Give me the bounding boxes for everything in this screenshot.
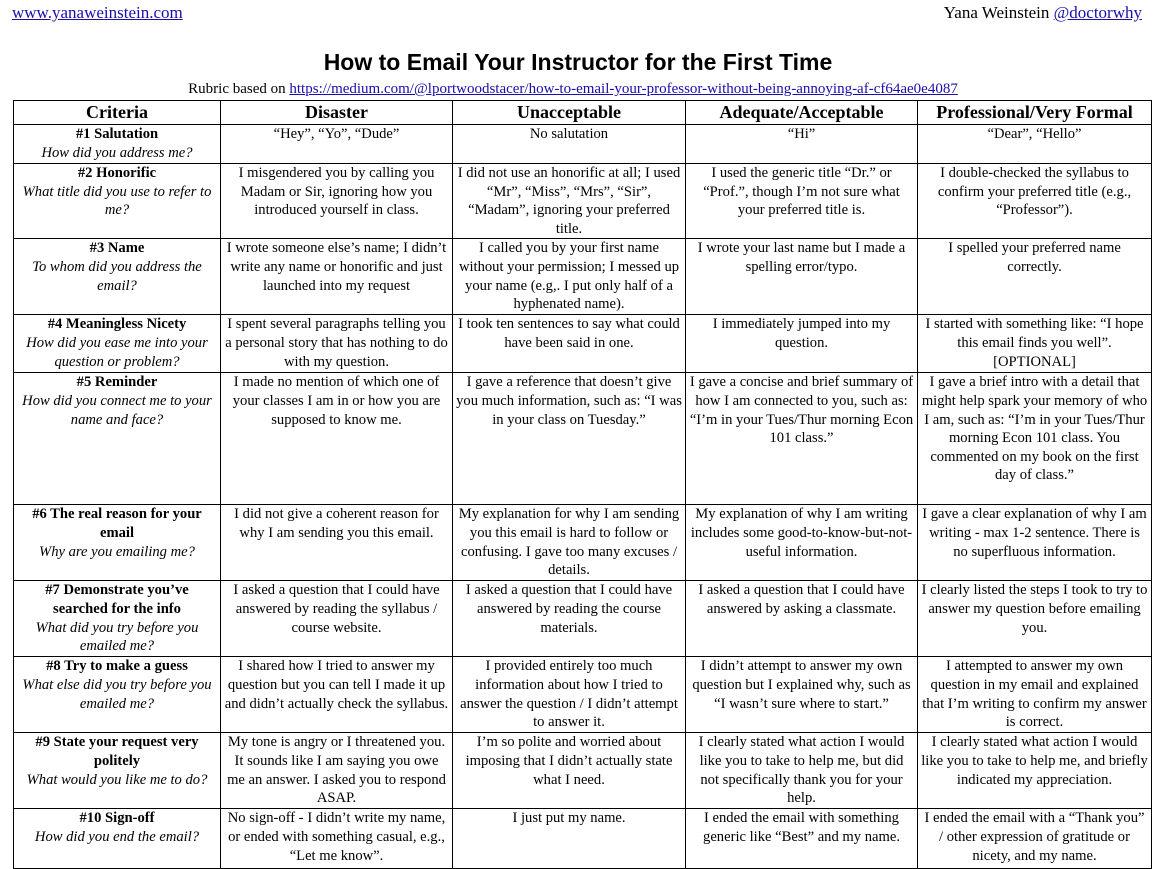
table-row	[14, 239, 1152, 315]
disaster-cell: I asked a question that I could have answered by reading the syllabus / course website.	[221, 581, 453, 657]
criterion-title: #5 Reminder	[76, 374, 158, 391]
criterion-question: How did you connect me to your name and face?	[22, 392, 212, 428]
criterion-title: #1 Salutation	[75, 126, 159, 142]
column-header-unacceptable: Unacceptable	[453, 101, 686, 125]
criterion-question: What did you try before you emailed me?	[35, 619, 199, 655]
professional-cell: I ended the email with a “Thank you” / other expression of gratitude or nicety, and my name.	[918, 809, 1152, 869]
criterion-cell	[14, 581, 221, 657]
criterion-title: #7 Demonstrate you’ve searched for the info	[45, 582, 189, 617]
table-row	[14, 657, 1152, 733]
criterion-title: #8 Try to make a guess	[46, 658, 188, 675]
column-header-criteria: Criteria	[14, 101, 221, 125]
table-row	[14, 315, 1152, 373]
criterion-question: To whom did you address the email?	[32, 258, 202, 294]
unacceptable-cell: No salutation	[453, 125, 686, 164]
unacceptable-cell: I called you by your first name without your permission; I messed up your name (e.g,. I put only half of a hyphenated name).	[453, 239, 686, 315]
adequate-cell: I gave a concise and brief summary of how I am connected to you, such as: “I’m in your Tues/Thur morning Econ 101 class.”	[686, 373, 918, 505]
page-title: How to Email Your Instructor for the First Time	[323, 49, 833, 75]
criterion-cell	[14, 125, 221, 164]
unacceptable-cell: I just put my name.	[453, 809, 686, 869]
unacceptable-cell: My explanation for why I am sending you this email is hard to follow or confusing. I gave too many excuses / details.	[453, 505, 686, 581]
unacceptable-cell: I did not use an honorific at all; I used “Mr”, “Miss”, “Mrs”, “Sir”, “Madam”, ignoring your preferred title.	[453, 164, 686, 239]
site-link[interactable]: www.yanaweinstein.com	[12, 3, 183, 22]
unacceptable-cell: I took ten sentences to say what could have been said in one.	[453, 315, 686, 373]
adequate-cell: I used the generic title “Dr.” or “Prof.”, though I’m not sure what your preferred title is.	[686, 164, 918, 239]
criterion-title: #2 Honorific	[77, 165, 157, 181]
criterion-title: #9 State your request very politely	[35, 734, 199, 769]
table-row	[14, 373, 1152, 505]
disaster-cell: I wrote someone else’s name; I didn’t write any name or honorific and just launched into my request	[221, 239, 453, 315]
criterion-title: #4 Meaningless Nicety	[47, 316, 187, 333]
rubric-table	[13, 100, 1152, 869]
rubric-source	[0, 81, 1146, 98]
table-row	[14, 809, 1152, 869]
criterion-question: Why are you emailing me?	[39, 543, 195, 560]
criterion-cell	[14, 373, 221, 505]
adequate-cell: I wrote your last name but I made a spelling error/typo.	[686, 239, 918, 315]
rubric-prefix: Rubric based on	[188, 81, 286, 97]
adequate-cell: I didn’t attempt to answer my own question but I explained why, such as “I wasn’t sure where to start.”	[686, 657, 918, 733]
author-handle-link[interactable]: @doctorwhy	[1053, 3, 1142, 22]
criterion-question: How did you end the email?	[34, 828, 200, 845]
professional-cell: I gave a clear explanation of why I am writing - max 1-2 sentence. There is no superfluous information.	[918, 505, 1152, 581]
unacceptable-cell: I’m so polite and worried about imposing that I didn’t actually state what I need.	[453, 733, 686, 809]
disaster-cell: My tone is angry or I threatened you. It sounds like I am saying you owe me an answer. I asked you to respond ASAP.	[221, 733, 453, 809]
adequate-cell: I ended the email with something generic like “Best” and my name.	[686, 809, 918, 869]
criterion-title: #10 Sign-off	[79, 810, 155, 827]
disaster-cell: I made no mention of which one of your classes I am in or how you are supposed to know me.	[221, 373, 453, 505]
professional-cell: I clearly listed the steps I took to try to answer my question before emailing you.	[918, 581, 1152, 657]
criterion-cell	[14, 657, 221, 733]
criterion-title: #3 Name	[89, 240, 145, 257]
disaster-cell: “Hey”, “Yo”, “Dude”	[221, 125, 453, 164]
author-credit	[944, 3, 1142, 23]
professional-cell: I gave a brief intro with a detail that might help spark your memory of who I am, such as: “I’m in your Tues/Thur morning Econ 101 class. You commented on my book on the first day of class.”	[918, 373, 1152, 505]
criterion-cell	[14, 733, 221, 809]
adequate-cell: I immediately jumped into my question.	[686, 315, 918, 373]
author-name: Yana Weinstein	[943, 3, 1050, 22]
criterion-cell	[14, 809, 221, 869]
criterion-cell	[14, 164, 221, 239]
disaster-cell: I did not give a coherent reason for why I am sending you this email.	[221, 505, 453, 581]
professional-cell: “Dear”, “Hello”	[918, 125, 1152, 164]
disaster-cell: I spent several paragraphs telling you a personal story that has nothing to do with my question.	[221, 315, 453, 373]
adequate-cell: “Hi”	[686, 125, 918, 164]
disaster-cell: I misgendered you by calling you Madam or Sir, ignoring how you introduced yourself in class.	[221, 164, 453, 239]
unacceptable-cell: I asked a question that I could have answered by reading the course materials.	[453, 581, 686, 657]
professional-cell: I spelled your preferred name correctly.	[918, 239, 1152, 315]
criterion-cell	[14, 505, 221, 581]
disaster-cell: I shared how I tried to answer my question but you can tell I made it up and didn’t actually check the syllabus.	[221, 657, 453, 733]
table-row	[14, 733, 1152, 809]
professional-cell: I started with something like: “I hope this email finds you well”. [OPTIONAL]	[918, 315, 1152, 373]
column-header-adequate: Adequate/Acceptable	[686, 101, 918, 125]
criterion-question: How did you ease me into your question or problem?	[26, 334, 208, 370]
adequate-cell: I asked a question that I could have answered by asking a classmate.	[686, 581, 918, 657]
criterion-title: #6 The real reason for your email	[32, 506, 202, 541]
professional-cell: I clearly stated what action I would like you to take to help me, and briefly indicated my appreciation.	[918, 733, 1152, 809]
adequate-cell: I clearly stated what action I would like you to take to help me, but did not specifically thank you for your help.	[686, 733, 918, 809]
criterion-question: What title did you use to refer to me?	[22, 183, 212, 219]
professional-cell: I double-checked the syllabus to confirm your preferred title (e.g., “Professor”).	[918, 164, 1152, 239]
table-header-row	[14, 101, 1152, 125]
column-header-disaster: Disaster	[221, 101, 453, 125]
unacceptable-cell: I gave a reference that doesn’t give you much information, such as: “I was in your class on Tuesday.”	[453, 373, 686, 505]
table-row	[14, 164, 1152, 239]
column-header-professional: Professional/Very Formal	[918, 101, 1152, 125]
criterion-question: What would you like me to do?	[26, 771, 208, 788]
table-row	[14, 581, 1152, 657]
table-row	[14, 125, 1152, 164]
criterion-question: What else did you try before you emailed me?	[22, 676, 212, 712]
professional-cell: I attempted to answer my own question in my email and explained that I’m writing to confirm my answer is correct.	[918, 657, 1152, 733]
adequate-cell: My explanation of why I am writing includes some good-to-know-but-not-useful information.	[686, 505, 918, 581]
rubric-source-link[interactable]: https://medium.com/@lportwoodstacer/how-to-email-your-professor-without-being-annoying-af-cf64ae0e4087	[289, 81, 958, 97]
disaster-cell: No sign-off - I didn’t write my name, or ended with something casual, e.g., “Let me know”.	[221, 809, 453, 869]
criterion-question: How did you address me?	[41, 144, 193, 161]
criterion-cell	[14, 315, 221, 373]
unacceptable-cell: I provided entirely too much information about how I tried to answer the question / I didn’t attempt to answer it.	[453, 657, 686, 733]
table-row	[14, 505, 1152, 581]
criterion-cell	[14, 239, 221, 315]
